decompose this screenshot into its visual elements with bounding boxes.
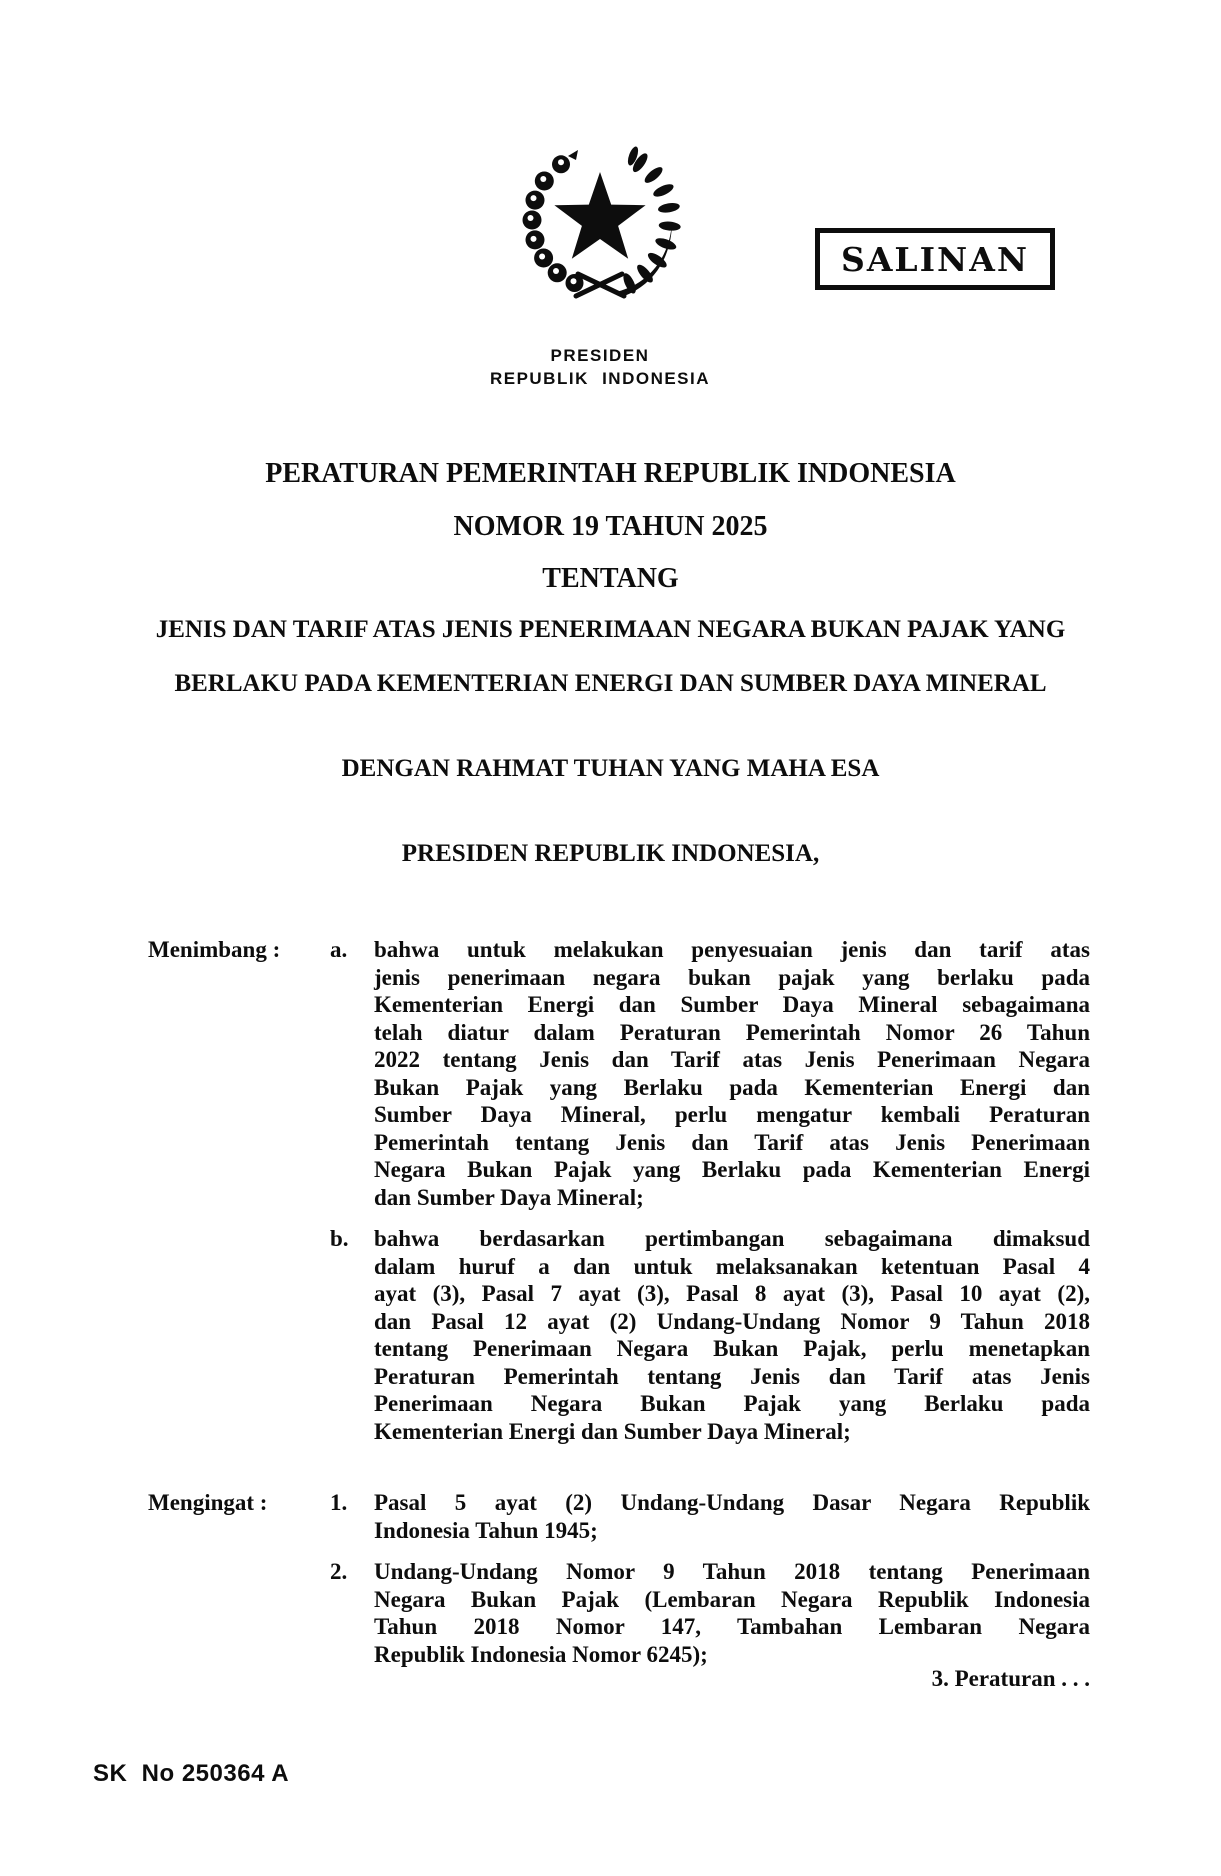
mengingat-label: Mengingat : <box>148 1490 268 1515</box>
body-line: Negara Bukan Pajak (Lembaran Negara Republik Indonesia <box>374 1586 1090 1612</box>
body-line: Bukan Pajak yang Berlaku pada Kementerian Energi dan <box>374 1074 1090 1100</box>
menimbang-item-b <box>330 1225 1090 1445</box>
body-line: 2022 tentang Jenis dan Tarif atas Jenis Penerimaan Negara <box>374 1047 1090 1072</box>
laurel-branch-icon <box>616 145 681 296</box>
cotton-branch-icon <box>523 150 584 292</box>
subject-line-2: BERLAKU PADA KEMENTERIAN ENERGI DAN SUMBER DAYA MINERAL <box>174 670 1047 697</box>
body-line: Penerimaan Negara Bukan Pajak yang Berlaku pada <box>374 1391 1090 1416</box>
body-line: bahwa berdasarkan pertimbangan sebagaimana dimaksud <box>374 1226 1090 1251</box>
regulation-title: PERATURAN PEMERINTAH REPUBLIK INDONESIA <box>265 458 956 489</box>
salinan-stamp <box>815 228 1055 290</box>
body-line: bahwa untuk melakukan penyesuaian jenis dan tarif atas <box>374 937 1090 962</box>
item-marker: 2. <box>330 1559 348 1584</box>
body-line: Undang-Undang Nomor 9 Tahun 2018 tentang Penerimaan <box>374 1559 1090 1584</box>
body-line: jenis penerimaan negara bukan pajak yang berlaku pada <box>374 964 1090 990</box>
mengingat-section <box>148 1489 1090 1668</box>
body-line: Peraturan Pemerintah tentang Jenis dan Tarif atas Jenis <box>374 1363 1090 1389</box>
body-line: Pemerintah tentang Jenis dan Tarif atas Jenis Penerimaan <box>374 1129 1090 1155</box>
authority-line: PRESIDEN REPUBLIK INDONESIA, <box>401 840 820 867</box>
invocation-line: DENGAN RAHMAT TUHAN YANG MAHA ESA <box>341 755 880 782</box>
salinan-stamp-label: SALINAN <box>840 239 1029 279</box>
subject-line-1: JENIS DAN TARIF ATAS JENIS PENERIMAAN NEGARA BUKAN PAJAK YANG <box>155 616 1066 643</box>
body-line: Tahun 2018 Nomor 147, Tambahan Lembaran Negara <box>374 1614 1090 1639</box>
letterhead-line1: PRESIDEN <box>550 346 650 365</box>
item-marker: 1. <box>330 1490 348 1515</box>
body-line: dan Sumber Daya Mineral; <box>374 1184 644 1210</box>
document-code: SK No 250364 A <box>93 1760 290 1787</box>
body-line: Kementerian Energi dan Sumber Daya Mineral sebagaimana <box>374 992 1090 1017</box>
body-line: tentang Penerimaan Negara Bukan Pajak, perlu menetapkan <box>374 1336 1090 1361</box>
letterhead-line2: REPUBLIK INDONESIA <box>489 369 711 388</box>
regulation-number: NOMOR 19 TAHUN 2025 <box>453 511 768 542</box>
body-line: dalam huruf a dan untuk melaksanakan ketentuan Pasal 4 <box>374 1253 1090 1279</box>
menimbang-section <box>148 936 1090 1445</box>
item-marker: a. <box>330 937 348 962</box>
menimbang-item-a <box>330 936 1090 1211</box>
tentang-heading: TENTANG <box>542 563 679 594</box>
body-line: Republik Indonesia Nomor 6245); <box>374 1641 708 1667</box>
body-line: Negara Bukan Pajak yang Berlaku pada Kementerian Energi <box>374 1157 1090 1182</box>
body-line: Indonesia Tahun 1945; <box>374 1517 598 1543</box>
mengingat-item-1 <box>330 1489 1090 1544</box>
body-line: dan Pasal 12 ayat (2) Undang-Undang Nomor 9 Tahun 2018 <box>374 1308 1090 1334</box>
menimbang-label: Menimbang : <box>148 937 281 962</box>
mengingat-item-2 <box>330 1558 1090 1668</box>
item-marker: b. <box>330 1226 349 1251</box>
body-line: Pasal 5 ayat (2) Undang-Undang Dasar Negara Republik <box>374 1490 1090 1515</box>
page-catchword: 3. Peraturan . . . <box>931 1666 1090 1691</box>
star-icon <box>554 172 645 259</box>
body-line: telah diatur dalam Peraturan Pemerintah Nomor 26 Tahun <box>374 1019 1090 1045</box>
body-line: Sumber Daya Mineral, perlu mengatur kembali Peraturan <box>374 1102 1090 1127</box>
letterhead <box>440 344 760 390</box>
body-line: Kementerian Energi dan Sumber Daya Mineral; <box>374 1418 851 1444</box>
presidential-star-wreath-emblem <box>512 135 688 311</box>
body-line: ayat (3), Pasal 7 ayat (3), Pasal 8 ayat (3), Pasal 10 ayat (2), <box>374 1281 1090 1306</box>
